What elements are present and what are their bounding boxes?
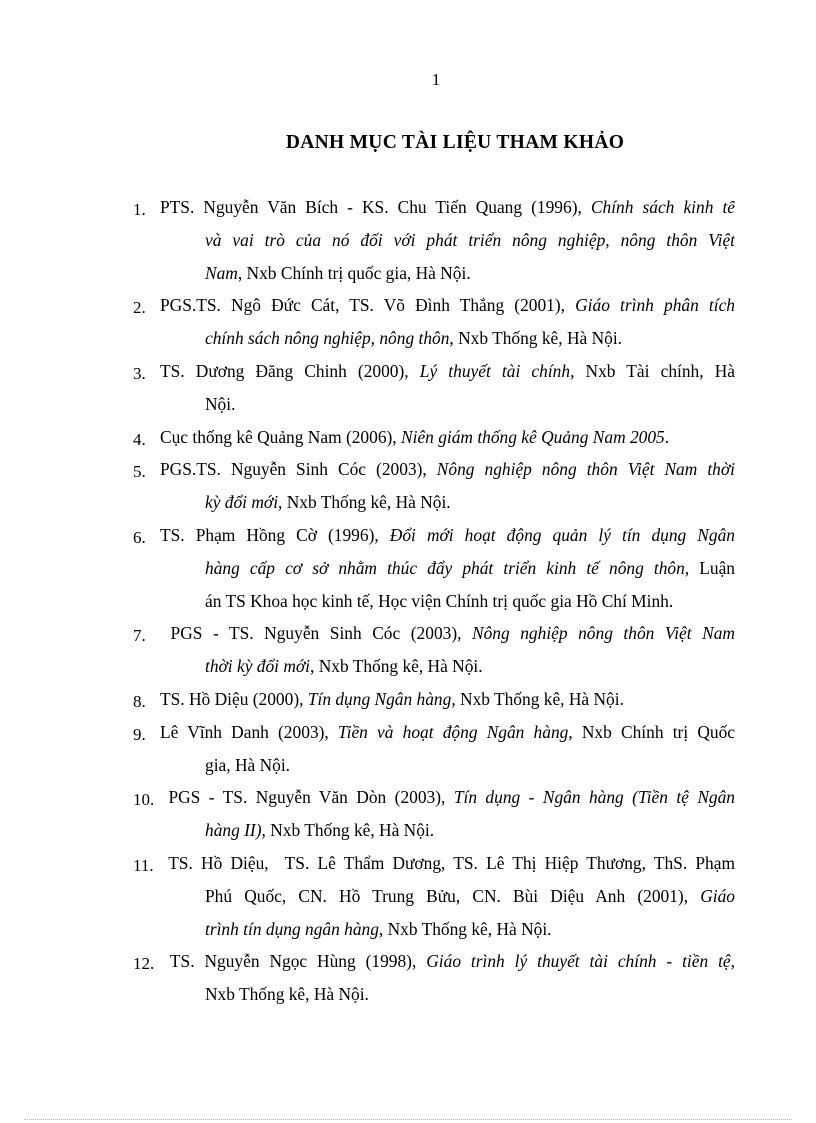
reference-title-text: chính sách nông nghiệp, nông thôn <box>205 328 450 349</box>
reference-number: 9. <box>133 724 146 744</box>
reference-number: 4. <box>133 429 146 449</box>
reference-line <box>205 978 735 1011</box>
reference-line <box>160 781 735 814</box>
reference-text: TS. Dương Đăng Chinh (2000), <box>160 360 420 381</box>
reference-title-text: và vai trò của nó đối với phát triển nông nghiệp, nông thôn Việt <box>205 229 735 250</box>
reference-line <box>160 519 735 552</box>
reference-text: , Nxb Thống kê, Hà Nội. <box>378 918 552 939</box>
reference-item <box>0 519 816 617</box>
reference-text: , Nxb Chính trị quốc gia, Hà Nội. <box>237 262 471 283</box>
reference-text: , Nxb Thống kê, Hà Nội. <box>261 820 435 841</box>
page-number: 1 <box>431 70 441 89</box>
reference-title-text: Tín dụng Ngân hàng <box>307 688 452 709</box>
reference-text: Lê Vĩnh Danh (2003), <box>160 721 338 742</box>
reference-text: , Nxb Thống kê, Hà Nội. <box>310 656 483 677</box>
reference-item <box>0 716 816 782</box>
reference-title-text: Giáo trình phân tích <box>575 295 735 316</box>
reference-title-text: trình tín dụng ngân hàng <box>205 918 379 939</box>
reference-item <box>0 847 816 945</box>
reference-line <box>205 486 735 519</box>
reference-line <box>160 453 735 486</box>
reference-item <box>0 355 816 421</box>
reference-line <box>160 683 735 716</box>
reference-text: Nội. <box>205 393 236 414</box>
reference-number: 1. <box>133 200 146 219</box>
reference-text: TS. Hồ Diệu (2000), <box>160 688 308 709</box>
reference-title-text: Tiền và hoạt động Ngân hàng <box>337 721 569 742</box>
reference-text: , Nxb Thống kê, Hà Nội. <box>449 328 623 349</box>
reference-text: Phú Quốc, CN. Hồ Trung Bửu, CN. Bùi Diệu Anh (2001), <box>205 885 701 906</box>
reference-title-text: hàng cấp cơ sở nhằm thúc đẩy phát triển kinh tế nông thôn <box>205 557 685 578</box>
reference-line <box>160 716 735 749</box>
reference-line <box>205 388 735 421</box>
reference-number: 7. <box>133 626 146 646</box>
reference-item <box>0 289 816 355</box>
reference-number: 8. <box>133 691 146 711</box>
reference-title-text: Nông nghiệp nông thôn Việt Nam <box>472 623 735 644</box>
reference-number: 10. <box>133 790 155 810</box>
reference-text: , Nxb Tài chính, Hà <box>570 360 735 381</box>
reference-text: TS. Nguyễn Ngọc Hùng (1998), <box>160 951 427 972</box>
reference-title-text: Giáo trình lý thuyết tài chính - tiền tệ <box>426 951 731 972</box>
reference-text: , Nxb Thống kê, Hà Nội. <box>451 688 624 709</box>
reference-number: 3. <box>133 363 146 383</box>
reference-title-text: Đổi mới hoạt động quản lý tín dụng Ngân <box>389 524 735 545</box>
reference-line <box>160 421 735 454</box>
reference-title-text: Tín dụng - Ngân hàng (Tiền tệ Ngân <box>453 787 735 808</box>
reference-text: PTS. Nguyễn Văn Bích - KS. Chu Tiến Quang (1996), <box>160 197 591 217</box>
reference-line <box>205 257 735 290</box>
reference-text: . <box>664 426 670 447</box>
reference-list <box>0 191 816 1011</box>
reference-line <box>205 650 735 683</box>
reference-title-text: Nam <box>205 262 238 283</box>
reference-item <box>0 683 816 716</box>
reference-line <box>205 585 735 618</box>
reference-title-text: Lý thuyết tài chính <box>419 360 571 381</box>
reference-text: gia, Hà Nội. <box>205 754 291 775</box>
reference-line <box>205 552 735 585</box>
reference-line <box>205 322 735 355</box>
reference-text: TS. Hồ Diệu, TS. Lê Thẩm Dương, TS. Lê Thị Hiệp Thương, ThS. Phạm <box>160 852 735 873</box>
reference-text: Nxb Thống kê, Hà Nội. <box>205 984 369 1005</box>
reference-item <box>0 453 816 519</box>
reference-item <box>0 781 816 847</box>
reference-text: PGS - TS. Nguyễn Sinh Cóc (2003), <box>160 623 473 644</box>
reference-number: 11. <box>133 855 154 875</box>
reference-title-text: Niên giám thống kê Quảng Nam 2005 <box>401 426 665 447</box>
reference-item <box>0 421 816 454</box>
reference-item <box>0 617 816 683</box>
reference-title-text: Chính sách kinh tế <box>590 197 735 217</box>
reference-line <box>205 913 735 946</box>
reference-text: án TS Khoa học kinh tế, Học viện Chính trị quốc gia Hồ Chí Minh. <box>205 590 674 611</box>
reference-item <box>0 945 816 1011</box>
reference-text: , <box>730 951 735 972</box>
reference-text: , Luận <box>684 557 735 578</box>
reference-line <box>205 880 735 913</box>
reference-text: PGS.TS. Nguyễn Sinh Cóc (2003), <box>160 459 437 480</box>
reference-number: 5. <box>133 462 146 482</box>
reference-number: 2. <box>133 298 146 318</box>
reference-line <box>205 749 735 782</box>
reference-line <box>160 945 735 978</box>
reference-title-text: kỳ đổi mới <box>205 492 279 513</box>
reference-line <box>160 289 735 322</box>
reference-text: , Nxb Thống kê, Hà Nội. <box>278 492 451 513</box>
reference-text: PGS.TS. Ngô Đức Cát, TS. Võ Đình Thắng (2001), <box>160 295 576 316</box>
page-bottom-divider <box>24 1119 792 1120</box>
page-title: DANH MỤC TÀI LIỆU THAM KHẢO <box>285 132 625 153</box>
reference-line <box>205 814 735 847</box>
reference-text: PGS - TS. Nguyễn Văn Dòn (2003), <box>160 787 454 808</box>
reference-line <box>160 355 735 388</box>
reference-title-text: thời kỳ đổi mới <box>205 656 311 677</box>
reference-text: TS. Phạm Hồng Cờ (1996), <box>160 524 390 545</box>
reference-number: 12. <box>133 954 155 974</box>
reference-title-text: Nông nghiệp nông thôn Việt Nam thời <box>436 459 735 480</box>
reference-line <box>160 847 735 880</box>
reference-line <box>160 617 735 650</box>
reference-item <box>0 191 816 289</box>
reference-text: , Nxb Chính trị Quốc <box>568 721 735 742</box>
reference-title-text: Giáo <box>700 885 735 906</box>
reference-number: 6. <box>133 527 146 547</box>
reference-text: Cục thống kê Quảng Nam (2006), <box>160 426 402 447</box>
reference-line <box>160 191 735 224</box>
reference-title-text: hàng II) <box>205 820 262 841</box>
reference-line <box>205 224 735 257</box>
